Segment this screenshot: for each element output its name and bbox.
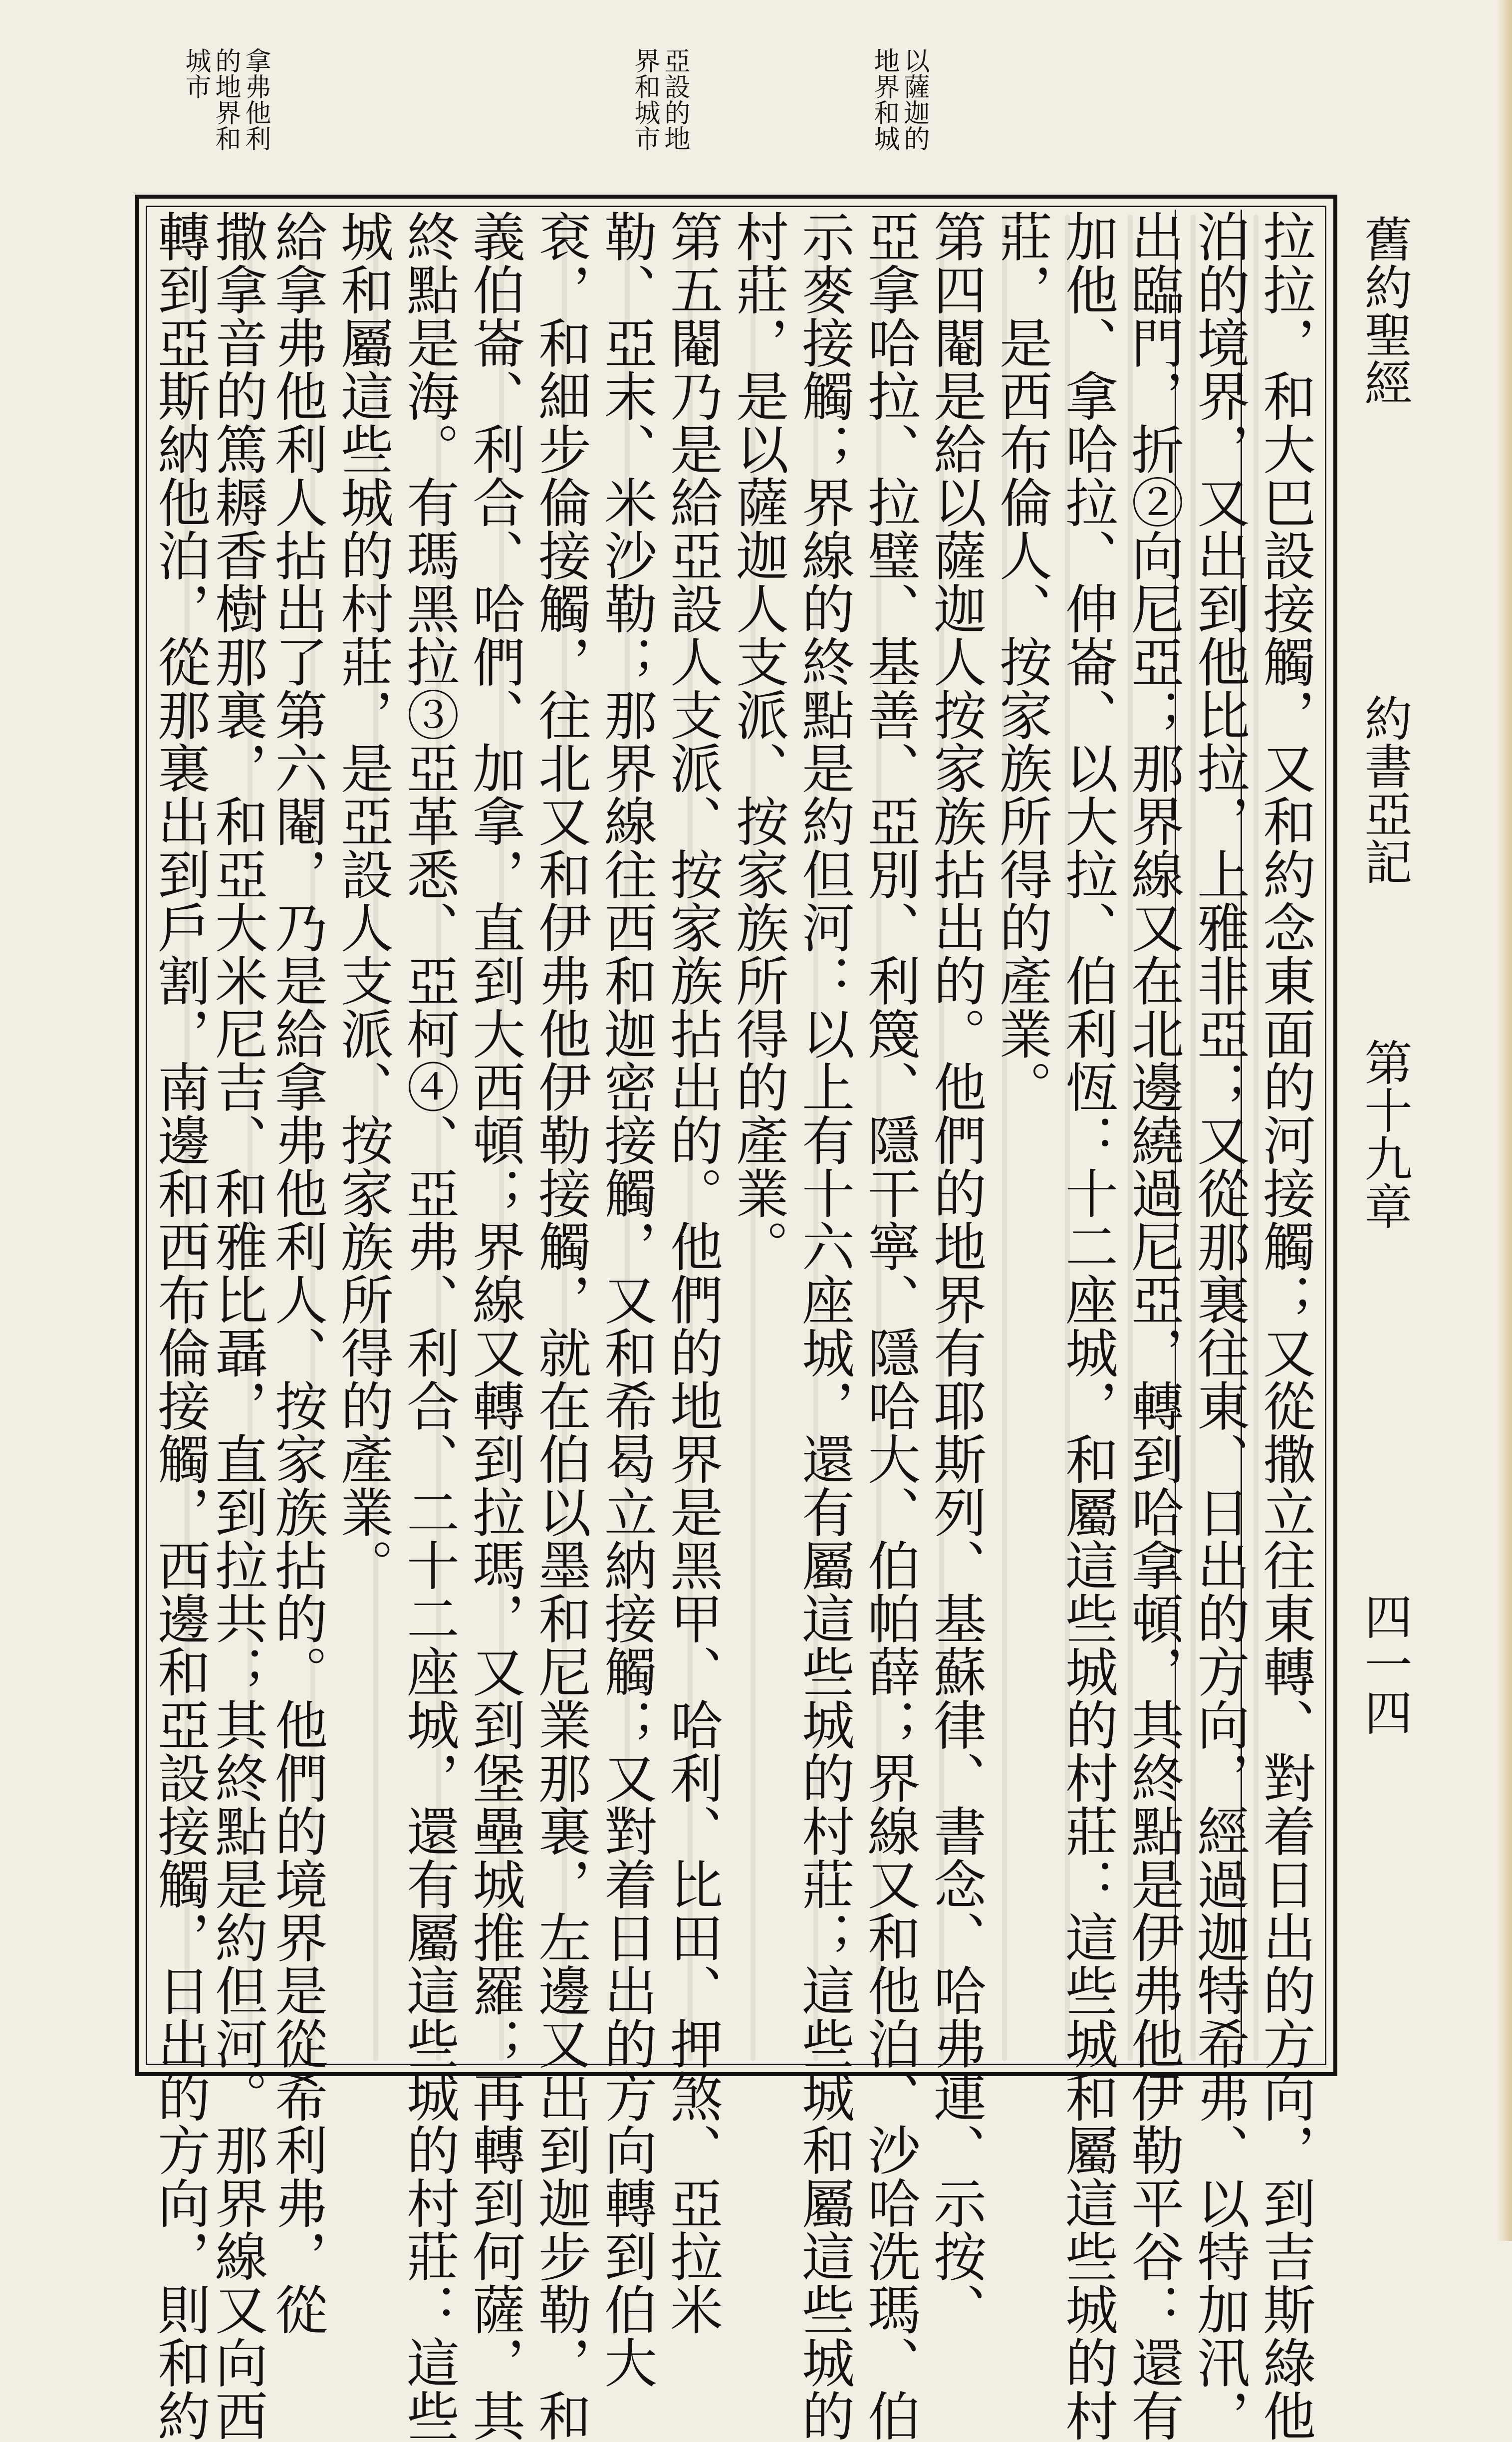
marginal-note-asher [630, 47, 690, 177]
note-line: 城市 [181, 47, 211, 99]
note-line: 亞設的地 [660, 47, 690, 151]
book-title: 舊約聖經 [1357, 215, 1413, 406]
body-column: 示麥接觸；界線的終點是約但河：以上有十六座城，還有屬這些城的村莊；這些城和屬這些城的 [793, 210, 855, 2442]
chapter-heading: 第十九章 [1357, 1038, 1413, 1230]
body-column: 義伯崙、利合、哈們、加拿，直到大西頓；界線又轉到拉瑪，又到堡壘城推羅；再轉到何薩，其 [464, 210, 525, 2442]
running-head [1347, 215, 1422, 2066]
body-column: 轉到亞斯納他泊，從那裏出到戶割，南邊和西布倫接觸，西邊和亞設接觸，日出的方向，則和約 [149, 210, 211, 2442]
body-column: 出臨門，折②向尼亞；那界線又在北邊繞過尼亞，轉到哈拿頓，其終點是伊弗他伊勒平谷：還有 [1123, 210, 1184, 2442]
note-line: 的地界和 [211, 47, 241, 151]
body-column: 終點是海。有瑪黑拉③亞革悉、亞柯④、亞弗、利合、二十二座城，還有屬這些城的村莊：這些 [398, 210, 460, 2442]
body-column: 勒、亞末、米沙勒；那界線往西和迦密接觸，又和希曷立納接觸；又對着日出的方向轉到伯大 [596, 210, 657, 2389]
body-column: 泊的境界，又出到他比拉，上雅非亞；又從那裏往東、日出的方向，經過迦特希弗、以特加汛， [1182, 210, 1257, 2076]
body-column: 加他、拿哈拉、伸崙、以大拉、伯利恆：十二座城，和屬這些城的村莊：這些城和屬這些城的村 [1057, 210, 1118, 2442]
body-column: 給拿弗他利人拈出了第六閹，乃是給拿弗他利人、按家族拈的。他們的境界是從希利弗，從 [266, 210, 328, 2336]
marginal-note-issachar [869, 47, 929, 177]
page-number: 四一四 [1357, 1592, 1413, 1736]
page-edge-tint [1497, 0, 1512, 2241]
note-line: 拿弗他利 [241, 47, 270, 151]
body-column: 拉拉，和大巴設接觸，又和約念東面的河接觸；又從撒立往東轉、對着日出的方向，到吉斯綠他 [1248, 210, 1322, 2076]
body-column: 第五閹乃是給亞設人支派、按家族拈出的。他們的地界是黑甲、哈利、比田、押煞、亞拉米 [662, 210, 723, 2336]
body-column: 村莊，是以薩迦人支派、按家族所得的產業。 [728, 210, 789, 1273]
note-line: 地界和城 [869, 47, 899, 151]
body-column: 莊，是西布倫人、按家族所得的產業。 [991, 210, 1052, 1113]
marginal-note-naphtali [181, 47, 270, 177]
body-column: 袞，和細步倫接觸，往北又和伊弗他伊勒接觸，就在伯以墨和尼業那裏，左邊又出到迦步勒，和 [530, 210, 591, 2442]
note-line: 以薩迦的 [899, 47, 929, 151]
book-name: 約書亞記 [1357, 694, 1413, 885]
body-column: 城和屬這些城的村莊，是亞設人支派、按家族所得的產業。 [332, 210, 394, 1592]
body-column: 撒拿音的篤耨香樹那裏，和亞大米尼吉、和雅比聶，直到拉共；其終點是約但河。那界線又向西 [207, 210, 268, 2442]
note-line: 界和城市 [630, 47, 660, 151]
body-column: 第四閹是給以薩迦人按家族拈出的。他們的地界有耶斯列、基蘇律、書念、哈弗連、示按、 [925, 210, 987, 2336]
body-column: 亞拿哈拉、拉璧、基善、亞別、利篾、隱干寧、隱哈大、伯帕薛；界線又和他泊、沙哈洗瑪、伯 [859, 210, 921, 2442]
